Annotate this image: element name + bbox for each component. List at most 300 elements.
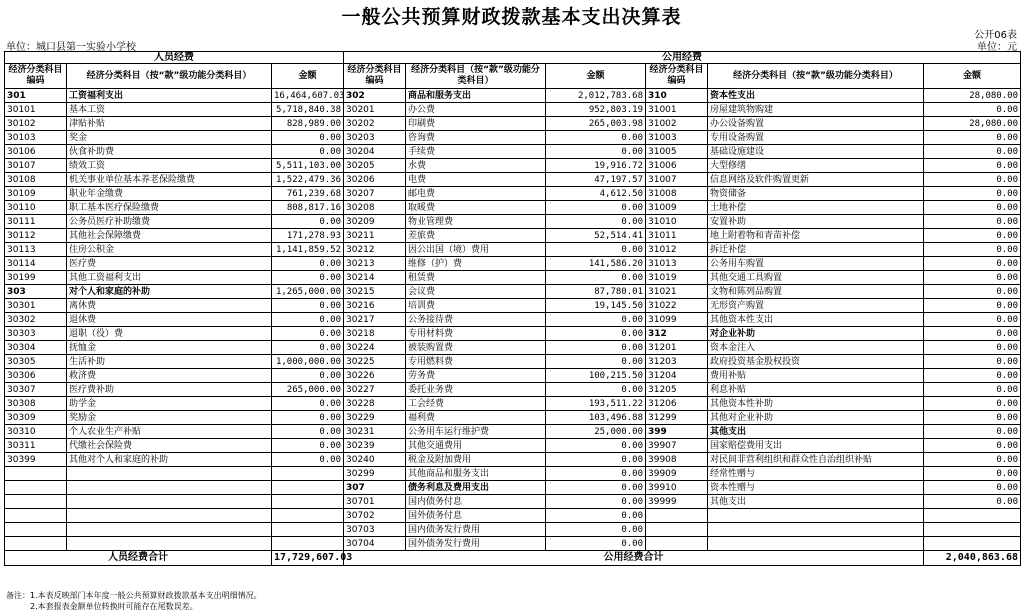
cell-amount: 0.00	[924, 145, 1021, 159]
cell-amount: 0.00	[924, 215, 1021, 229]
cell-code: 307	[344, 481, 406, 495]
cell-name: 被装购置费	[406, 341, 546, 355]
cell-name: 债务利息及费用支出	[406, 481, 546, 495]
cell-amount: 0.00	[546, 523, 646, 537]
cell-name: 公务接待费	[406, 313, 546, 327]
cell-code: 31012	[646, 243, 708, 257]
cell-code: 303	[5, 285, 67, 299]
cell-code: 30211	[344, 229, 406, 243]
table-row	[5, 173, 1021, 187]
cell-code	[5, 509, 67, 523]
cell-code: 31002	[646, 117, 708, 131]
table-row	[5, 271, 1021, 285]
cell-code: 31001	[646, 103, 708, 117]
table-row	[5, 103, 1021, 117]
cell-amount: 0.00	[546, 537, 646, 551]
cell-code: 30239	[344, 439, 406, 453]
cell-name: 差旅费	[406, 229, 546, 243]
cell-amount: 0.00	[924, 285, 1021, 299]
cell-name: 政府投资基金股权投资	[708, 355, 924, 369]
cell-amount: 828,989.00	[272, 117, 344, 131]
cell-code: 30111	[5, 215, 67, 229]
table-row	[5, 453, 1021, 467]
cell-code: 31299	[646, 411, 708, 425]
cell-name: 职工基本医疗保险缴费	[67, 201, 272, 215]
cell-amount: 0.00	[924, 229, 1021, 243]
cell-amount: 19,145.50	[546, 299, 646, 313]
cell-name: 利息补贴	[708, 383, 924, 397]
cell-code: 30101	[5, 103, 67, 117]
table-body	[5, 89, 1021, 551]
cell-code: 30206	[344, 173, 406, 187]
cell-amount: 28,080.00	[924, 117, 1021, 131]
cell-code: 30704	[344, 537, 406, 551]
table-row	[5, 467, 1021, 481]
cell-code: 30226	[344, 369, 406, 383]
cell-amount: 808,817.16	[272, 201, 344, 215]
cell-amount: 0.00	[924, 341, 1021, 355]
personnel-total-value: 17,729,607.03	[272, 551, 344, 566]
cell-code: 39907	[646, 439, 708, 453]
table-row	[5, 369, 1021, 383]
header-amount: 金额	[272, 64, 344, 89]
cell-code	[5, 537, 67, 551]
cell-name	[67, 509, 272, 523]
cell-code: 31010	[646, 215, 708, 229]
cell-amount: 0.00	[924, 271, 1021, 285]
cell-name: 职业年金缴费	[67, 187, 272, 201]
cell-code: 31011	[646, 229, 708, 243]
cell-amount	[272, 523, 344, 537]
cell-code: 31201	[646, 341, 708, 355]
cell-name: 退休费	[67, 313, 272, 327]
cell-code: 310	[646, 89, 708, 103]
cell-code: 31019	[646, 271, 708, 285]
cell-code	[5, 467, 67, 481]
cell-amount: 0.00	[924, 369, 1021, 383]
cell-amount: 0.00	[272, 327, 344, 341]
cell-amount: 0.00	[924, 313, 1021, 327]
cell-code: 30303	[5, 327, 67, 341]
cell-name: 资本性支出	[708, 89, 924, 103]
cell-code: 30229	[344, 411, 406, 425]
cell-name: 因公出国（境）费用	[406, 243, 546, 257]
cell-amount: 100,215.50	[546, 369, 646, 383]
cell-code: 30224	[344, 341, 406, 355]
cell-name: 生活补助	[67, 355, 272, 369]
cell-amount: 0.00	[924, 453, 1021, 467]
cell-code: 31009	[646, 201, 708, 215]
cell-amount: 0.00	[272, 369, 344, 383]
cell-amount: 103,496.88	[546, 411, 646, 425]
cell-amount: 0.00	[924, 187, 1021, 201]
table-row	[5, 257, 1021, 271]
cell-name: 津贴补贴	[67, 117, 272, 131]
cell-amount: 0.00	[546, 481, 646, 495]
cell-amount: 25,000.00	[546, 425, 646, 439]
cell-code: 31021	[646, 285, 708, 299]
cell-name: 房屋建筑物购建	[708, 103, 924, 117]
cell-code: 31008	[646, 187, 708, 201]
cell-amount: 0.00	[546, 145, 646, 159]
cell-amount: 0.00	[546, 313, 646, 327]
cell-code: 31003	[646, 131, 708, 145]
table-row	[5, 229, 1021, 243]
cell-name: 公务用车运行维护费	[406, 425, 546, 439]
cell-code: 30209	[344, 215, 406, 229]
cell-name: 其他支出	[708, 425, 924, 439]
header-name: 经济分类科目（按“款”级功能分类科目）	[67, 64, 272, 89]
cell-code: 30305	[5, 355, 67, 369]
cell-amount: 0.00	[924, 411, 1021, 425]
cell-amount: 0.00	[924, 397, 1021, 411]
cell-amount	[272, 509, 344, 523]
cell-name: 经常性赠与	[708, 467, 924, 481]
cell-code: 30304	[5, 341, 67, 355]
cell-name: 其他资本性支出	[708, 313, 924, 327]
cell-code: 39909	[646, 467, 708, 481]
cell-code: 30299	[344, 467, 406, 481]
table-row	[5, 243, 1021, 257]
cell-code: 31204	[646, 369, 708, 383]
cell-name: 奖金	[67, 131, 272, 145]
cell-code	[5, 481, 67, 495]
cell-code: 31005	[646, 145, 708, 159]
cell-amount: 0.00	[272, 425, 344, 439]
header-name: 经济分类科目（按“款”级功能分类科目）	[708, 64, 924, 89]
cell-code: 39910	[646, 481, 708, 495]
cell-code: 30225	[344, 355, 406, 369]
cell-code	[646, 523, 708, 537]
note-2: 2.本套报表金额单位转换时可能存在尾数误差。	[30, 602, 198, 611]
cell-code: 30227	[344, 383, 406, 397]
cell-amount: 0.00	[272, 453, 344, 467]
cell-amount: 141,586.20	[546, 257, 646, 271]
cell-name: 助学金	[67, 397, 272, 411]
cell-amount: 1,265,000.00	[272, 285, 344, 299]
cell-name: 拆迁补偿	[708, 243, 924, 257]
cell-name: 医疗费补助	[67, 383, 272, 397]
cell-amount: 0.00	[272, 397, 344, 411]
cell-name: 文物和陈列品购置	[708, 285, 924, 299]
cell-amount: 0.00	[924, 481, 1021, 495]
cell-name: 其他社会保障缴费	[67, 229, 272, 243]
cell-name: 国内债务发行费用	[406, 523, 546, 537]
cell-amount: 87,780.01	[546, 285, 646, 299]
cell-name: 水费	[406, 159, 546, 173]
cell-code: 31206	[646, 397, 708, 411]
cell-code	[646, 537, 708, 551]
header-code: 经济分类科目编码	[646, 64, 708, 89]
table-row	[5, 299, 1021, 313]
cell-amount: 1,000,000.00	[272, 355, 344, 369]
cell-name: 工资福利支出	[67, 89, 272, 103]
cell-amount: 0.00	[924, 425, 1021, 439]
cell-code: 30308	[5, 397, 67, 411]
cell-code: 30108	[5, 173, 67, 187]
cell-name: 代缴社会保险费	[67, 439, 272, 453]
cell-name	[708, 537, 924, 551]
cell-code: 30228	[344, 397, 406, 411]
cell-amount: 0.00	[546, 243, 646, 257]
cell-amount: 0.00	[546, 439, 646, 453]
cell-name: 地上附着物和青苗补偿	[708, 229, 924, 243]
cell-code: 30208	[344, 201, 406, 215]
cell-name: 专用燃料费	[406, 355, 546, 369]
cell-name: 基础设施建设	[708, 145, 924, 159]
table-row	[5, 341, 1021, 355]
cell-name	[67, 481, 272, 495]
cell-amount: 0.00	[272, 215, 344, 229]
cell-name: 物业管理费	[406, 215, 546, 229]
table-row	[5, 523, 1021, 537]
cell-name: 培训费	[406, 299, 546, 313]
cell-code: 302	[344, 89, 406, 103]
cell-code: 31099	[646, 313, 708, 327]
cell-name: 福利费	[406, 411, 546, 425]
cell-name	[67, 495, 272, 509]
cell-name: 委托业务费	[406, 383, 546, 397]
cell-name	[67, 537, 272, 551]
cell-name: 基本工资	[67, 103, 272, 117]
cell-code: 301	[5, 89, 67, 103]
cell-code	[5, 495, 67, 509]
cell-amount: 265,000.00	[272, 383, 344, 397]
cell-amount: 193,511.22	[546, 397, 646, 411]
table-row	[5, 495, 1021, 509]
cell-code: 399	[646, 425, 708, 439]
cell-code: 30301	[5, 299, 67, 313]
cell-name: 费用补贴	[708, 369, 924, 383]
table-row	[5, 159, 1021, 173]
cell-name: 维修（护）费	[406, 257, 546, 271]
group-personnel: 人员经费	[5, 52, 344, 64]
cell-name	[67, 523, 272, 537]
cell-name: 劳务费	[406, 369, 546, 383]
cell-amount: 0.00	[924, 327, 1021, 341]
cell-name: 绩效工资	[67, 159, 272, 173]
cell-name: 国外债务发行费用	[406, 537, 546, 551]
expenditure-table	[4, 51, 1021, 566]
table-row	[5, 327, 1021, 341]
cell-name	[67, 467, 272, 481]
cell-code: 31205	[646, 383, 708, 397]
currency-unit: 单位：元	[977, 42, 1017, 53]
public-total-value: 2,040,863.68	[924, 551, 1021, 566]
cell-name: 奖励金	[67, 411, 272, 425]
table-row	[5, 215, 1021, 229]
cell-amount: 0.00	[924, 439, 1021, 453]
cell-code	[5, 523, 67, 537]
cell-amount: 0.00	[272, 131, 344, 145]
cell-code: 39908	[646, 453, 708, 467]
table-row	[5, 425, 1021, 439]
cell-name: 办公设备购置	[708, 117, 924, 131]
cell-amount: 5,718,840.38	[272, 103, 344, 117]
public-total-label: 公用经费合计	[344, 551, 924, 566]
cell-code: 30112	[5, 229, 67, 243]
cell-code: 30113	[5, 243, 67, 257]
cell-name: 对企业补助	[708, 327, 924, 341]
cell-code: 30310	[5, 425, 67, 439]
table-row	[5, 397, 1021, 411]
table-row	[5, 383, 1021, 397]
cell-name: 印刷费	[406, 117, 546, 131]
cell-code: 30307	[5, 383, 67, 397]
cell-code: 30199	[5, 271, 67, 285]
cell-amount: 0.00	[546, 215, 646, 229]
cell-amount: 0.00	[924, 173, 1021, 187]
cell-amount: 0.00	[546, 383, 646, 397]
table-row	[5, 411, 1021, 425]
cell-amount: 0.00	[546, 271, 646, 285]
cell-amount: 1,141,859.52	[272, 243, 344, 257]
cell-amount: 0.00	[272, 411, 344, 425]
cell-name: 其他对企业补助	[708, 411, 924, 425]
table-row	[5, 509, 1021, 523]
cell-name: 专用材料费	[406, 327, 546, 341]
cell-code: 30214	[344, 271, 406, 285]
cell-amount: 0.00	[924, 103, 1021, 117]
cell-name: 其他交通工具购置	[708, 271, 924, 285]
table-row	[5, 285, 1021, 299]
personnel-total-label: 人员经费合计	[5, 551, 272, 566]
cell-name	[708, 523, 924, 537]
table-row	[5, 131, 1021, 145]
cell-amount: 0.00	[546, 201, 646, 215]
cell-code: 30703	[344, 523, 406, 537]
header-amount: 金额	[924, 64, 1021, 89]
cell-amount: 0.00	[272, 271, 344, 285]
cell-code: 30114	[5, 257, 67, 271]
cell-code: 30207	[344, 187, 406, 201]
cell-name: 电费	[406, 173, 546, 187]
cell-name: 土地补偿	[708, 201, 924, 215]
cell-name: 其他工资福利支出	[67, 271, 272, 285]
cell-amount: 0.00	[272, 257, 344, 271]
cell-code: 30110	[5, 201, 67, 215]
cell-code: 30204	[344, 145, 406, 159]
cell-name: 个人农业生产补贴	[67, 425, 272, 439]
cell-amount: 52,514.41	[546, 229, 646, 243]
cell-name: 商品和服务支出	[406, 89, 546, 103]
cell-amount: 761,239.68	[272, 187, 344, 201]
header-code: 经济分类科目编码	[5, 64, 67, 89]
note-1: 备注：1.本表反映部门本年度一般公共预算财政拨款基本支出明细情况。	[6, 591, 262, 600]
cell-amount: 0.00	[272, 439, 344, 453]
cell-amount: 0.00	[924, 131, 1021, 145]
table-row	[5, 481, 1021, 495]
cell-name: 大型修缮	[708, 159, 924, 173]
cell-name: 邮电费	[406, 187, 546, 201]
cell-code: 312	[646, 327, 708, 341]
cell-amount: 171,278.93	[272, 229, 344, 243]
cell-amount: 265,003.98	[546, 117, 646, 131]
cell-amount: 0.00	[924, 243, 1021, 257]
cell-name: 抚恤金	[67, 341, 272, 355]
table-row	[5, 117, 1021, 131]
table-row	[5, 201, 1021, 215]
table-row	[5, 145, 1021, 159]
cell-name: 资本性赠与	[708, 481, 924, 495]
cell-code: 31007	[646, 173, 708, 187]
cell-code: 30399	[5, 453, 67, 467]
cell-amount: 1,522,479.36	[272, 173, 344, 187]
cell-amount	[272, 537, 344, 551]
cell-name: 工会经费	[406, 397, 546, 411]
cell-amount: 0.00	[924, 299, 1021, 313]
cell-code: 30205	[344, 159, 406, 173]
cell-name: 物资储备	[708, 187, 924, 201]
cell-name: 国外债务付息	[406, 509, 546, 523]
cell-code: 31013	[646, 257, 708, 271]
cell-name: 对个人和家庭的补助	[67, 285, 272, 299]
cell-code: 30215	[344, 285, 406, 299]
cell-name: 医疗费	[67, 257, 272, 271]
cell-amount: 2,012,783.68	[546, 89, 646, 103]
cell-amount	[272, 467, 344, 481]
cell-amount: 4,612.50	[546, 187, 646, 201]
cell-name: 其他对个人和家庭的补助	[67, 453, 272, 467]
cell-name: 取暖费	[406, 201, 546, 215]
cell-amount: 16,464,607.03	[272, 89, 344, 103]
cell-code: 30309	[5, 411, 67, 425]
unit-label: 单位：城口县第一实验小学校	[6, 42, 136, 53]
cell-code: 30701	[344, 495, 406, 509]
cell-amount: 0.00	[924, 355, 1021, 369]
cell-name: 对民间非营利组织和群众性自治组织补贴	[708, 453, 924, 467]
cell-amount: 0.00	[924, 495, 1021, 509]
cell-amount: 0.00	[546, 341, 646, 355]
table-row	[5, 439, 1021, 453]
cell-code: 30106	[5, 145, 67, 159]
cell-code: 31022	[646, 299, 708, 313]
cell-name: 机关事业单位基本养老保险缴费	[67, 173, 272, 187]
cell-name: 信息网络及软件购置更新	[708, 173, 924, 187]
cell-name: 税金及附加费用	[406, 453, 546, 467]
cell-code: 31203	[646, 355, 708, 369]
cell-amount: 0.00	[272, 341, 344, 355]
cell-code: 30212	[344, 243, 406, 257]
table-row	[5, 355, 1021, 369]
cell-amount: 28,080.00	[924, 89, 1021, 103]
cell-name: 手续费	[406, 145, 546, 159]
cell-name: 其他商品和服务支出	[406, 467, 546, 481]
cell-code: 30240	[344, 453, 406, 467]
cell-code: 30109	[5, 187, 67, 201]
cell-name: 安置补助	[708, 215, 924, 229]
cell-name: 国内债务付息	[406, 495, 546, 509]
cell-name: 专用设备购置	[708, 131, 924, 145]
cell-amount: 5,511,103.00	[272, 159, 344, 173]
cell-name: 住房公积金	[67, 243, 272, 257]
cell-amount: 0.00	[924, 467, 1021, 481]
cell-name: 伙食补助费	[67, 145, 272, 159]
cell-name: 其他资本性补助	[708, 397, 924, 411]
cell-amount: 0.00	[272, 299, 344, 313]
cell-amount	[924, 523, 1021, 537]
cell-amount: 0.00	[546, 453, 646, 467]
cell-amount: 0.00	[924, 383, 1021, 397]
cell-code: 30203	[344, 131, 406, 145]
cell-code: 30102	[5, 117, 67, 131]
cell-code: 39999	[646, 495, 708, 509]
cell-amount: 0.00	[924, 201, 1021, 215]
cell-code	[646, 509, 708, 523]
cell-name: 离休费	[67, 299, 272, 313]
cell-code: 30702	[344, 509, 406, 523]
cell-code: 30218	[344, 327, 406, 341]
